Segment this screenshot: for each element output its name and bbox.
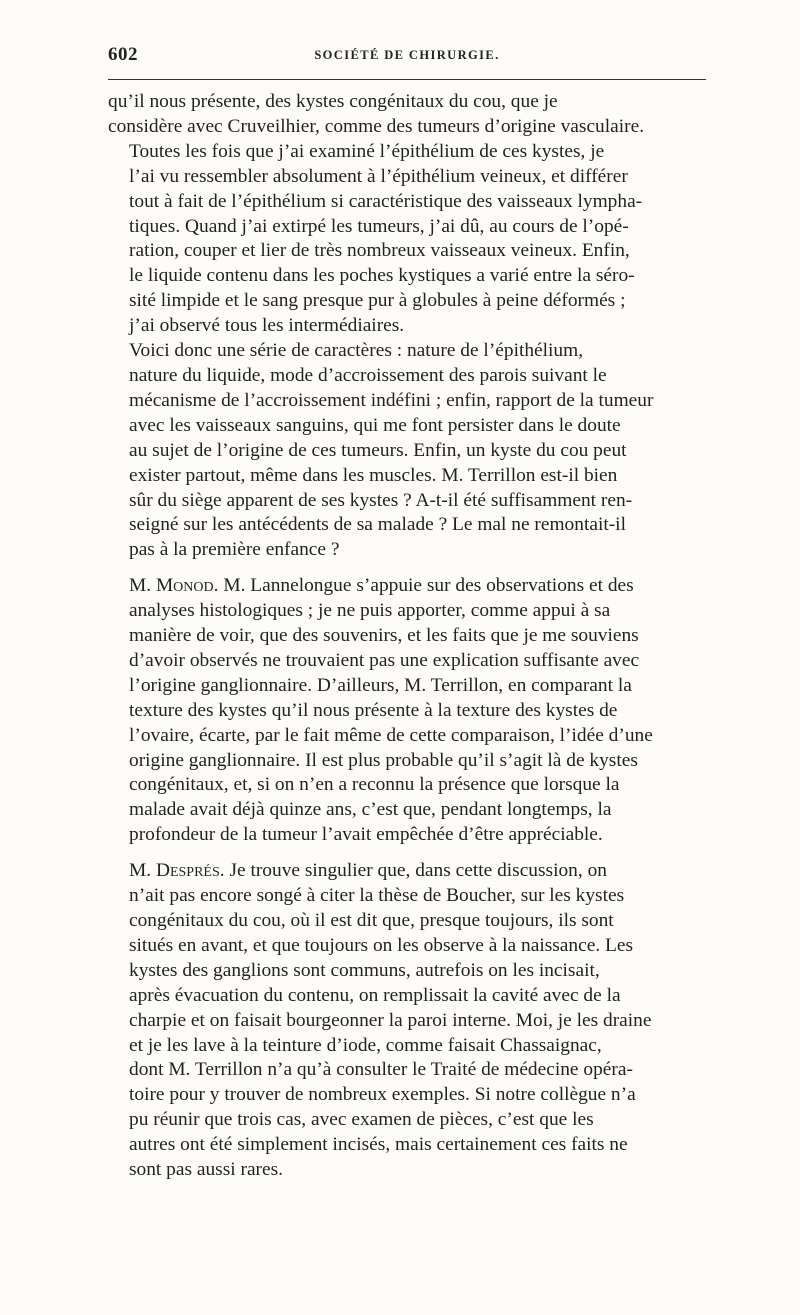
text-line: sûr du siège apparent de ses kystes ? A-t-il été suffisamment ren- [129,489,633,511]
speaker-prefix: M. [129,860,156,882]
text-line: seigné sur les antécédents de sa malade ? Le mal ne remontait-il [129,514,626,536]
text-line: autres ont été simplement incisés, mais certainement ces faits ne [129,1134,628,1156]
text-line: pu réunir que trois cas, avec examen de pièces, c’est que les [129,1109,594,1131]
speaker-prefix: M. [129,575,156,597]
text-line: au sujet de l’origine de ces tumeurs. Enfin, un kyste du cou peut [129,439,627,461]
paragraph-characteristics [108,339,706,563]
text-line: dont M. Terrillon n’a qu’à consulter le Traité de médecine opéra- [129,1059,633,1081]
paragraph-continuation [108,90,706,140]
text-line: analyses histologiques ; je ne puis apporter, comme appui à sa [129,600,611,622]
page-header [108,44,706,72]
text-line: congénitaux, et, si on n’en a reconnu la présence que lorsque la [129,774,620,796]
speaker-suffix: . [213,575,224,597]
running-title: SOCIÉTÉ DE CHIRURGIE. [314,48,500,62]
text-line: nature du liquide, mode d’accroissement des parois suivant le [129,364,607,386]
text-line-content: M. Lannelongue s’appuie sur des observations et des [223,575,634,597]
text-line: avec les vaisseaux sanguins, qui me font persister dans le doute [129,414,621,436]
text-line: profondeur de la tumeur l’avait empêchée d’être appréciable. [129,824,603,846]
text-line [108,859,706,884]
text-line: qu’il nous présente, des kystes congénitaux du cou, que je [108,91,558,112]
text-line: pas à la première enfance ? [129,539,340,561]
text-line: après évacuation du contenu, on remplissait la cavité avec de la [129,984,621,1006]
page-number: 602 [108,44,138,65]
text-line: tout à fait de l’épithélium si caractéristique des vaisseaux lympha- [129,190,643,212]
text-line: sité limpide et le sang presque pur à globules à peine déformés ; [129,290,626,312]
header-rule [108,79,706,80]
text-line: Voici donc une série de caractères : nature de l’épithélium, [129,340,584,362]
text-line: malade avait déjà quinze ans, c’est que, pendant longtemps, la [129,799,612,821]
text-line: n’ait pas encore songé à citer la thèse de Boucher, sur les kystes [129,885,625,907]
text-line: origine ganglionnaire. Il est plus probable qu’il s’agit là de kystes [129,749,638,771]
text-line: ration, couper et lier de très nombreux vaisseaux veineux. Enfin, [129,240,630,262]
text-line: l’ai vu ressembler absolument à l’épithélium veineux, et différer [129,165,628,187]
text-line-content: Je trouve singulier que, dans cette discussion, on [229,860,607,882]
text-line: et je les lave à la teinture d’iode, comme faisait Chassaignac, [129,1034,602,1056]
speaker-name: Després [155,860,220,882]
text-line: l’ovaire, écarte, par le fait même de cette comparaison, l’idée d’une [129,724,653,746]
text-line: kystes des ganglions sont communs, autrefois on les incisait, [129,959,600,981]
body-text [108,90,706,1183]
text-line [108,574,706,599]
paragraph-despres [108,859,706,1183]
text-line: considère avec Cruveilhier, comme des tumeurs d’origine vasculaire. [108,115,645,137]
text-line: situés en avant, et que toujours on les observe à la naissance. Les [129,934,634,956]
text-line: texture des kystes qu’il nous présente à la texture des kystes de [129,699,618,721]
text-line: l’origine ganglionnaire. D’ailleurs, M. Terrillon, en comparant la [129,674,632,696]
text-line: Toutes les fois que j’ai examiné l’épithélium de ces kystes, je [129,140,605,162]
text-line: toire pour y trouver de nombreux exemples. Si notre collègue n’a [129,1084,636,1106]
text-line: mécanisme de l’accroissement indéfini ; enfin, rapport de la tumeur [129,389,654,411]
paragraph-epithelium [108,140,706,339]
text-line: tiques. Quand j’ai extirpé les tumeurs, j’ai dû, au cours de l’opé- [129,215,629,237]
text-line: congénitaux du cou, où il est dit que, presque toujours, ils sont [129,910,614,931]
text-line: manière de voir, que des souvenirs, et les faits que je me souviens [129,625,639,647]
text-line: j’ai observé tous les intermédiaires. [129,315,405,337]
speaker-suffix: . [219,860,230,882]
text-line: le liquide contenu dans les poches kystiques a varié entre la séro- [129,265,635,287]
text-line: charpie et on faisait bourgeonner la paroi interne. Moi, je les draine [129,1009,652,1031]
text-line: sont pas aussi rares. [129,1159,284,1181]
paragraph-monod [108,574,706,848]
text-line: d’avoir observés ne trouvaient pas une explication suffisante avec [129,649,640,671]
speaker-name: Monod [155,575,214,597]
text-line: exister partout, même dans les muscles. M. Terrillon est-il bien [129,464,618,486]
